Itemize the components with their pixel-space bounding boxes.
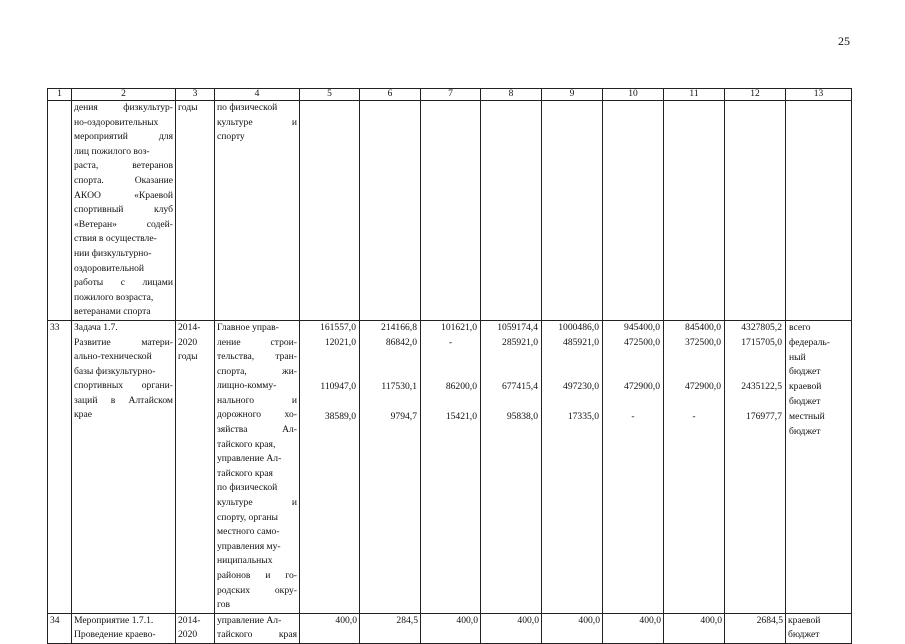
column-header: 6 <box>360 89 421 101</box>
row-number-cell: 34 <box>48 613 72 643</box>
value-cell <box>481 320 542 613</box>
period-cell <box>176 101 215 321</box>
text-line: управления му- <box>217 540 281 552</box>
text-line: управление Ал- <box>217 614 282 626</box>
value-cell <box>664 101 725 321</box>
value-local: 17335,0 <box>567 410 599 422</box>
text-line: спорту, органы <box>217 511 278 523</box>
text-line: тельства, тран- <box>217 351 297 363</box>
text-line: нии физкультурно- <box>74 247 152 259</box>
budget-cell <box>786 101 852 321</box>
text-line: ный <box>789 351 806 363</box>
text-line: культуре и <box>217 116 297 128</box>
value-cell: 400,0 <box>300 613 360 643</box>
text-line: спорта. Оказание <box>74 174 173 186</box>
text-line: но-оздоровительных <box>74 116 159 128</box>
column-header: 9 <box>542 89 603 101</box>
column-header: 4 <box>215 89 300 101</box>
value-total: 1000486,0 <box>558 321 599 333</box>
text-line: заций в Алтайском <box>74 394 173 406</box>
period-cell <box>176 613 215 643</box>
text-line: раста, ветеранов <box>74 160 173 172</box>
text-line: бюджет <box>789 366 821 378</box>
column-header: 7 <box>421 89 481 101</box>
text-line: местный <box>789 410 825 422</box>
text-line: краевой <box>788 614 821 626</box>
text-line: по физической <box>217 102 278 113</box>
value-cell <box>300 320 360 613</box>
text-line: районов и го- <box>217 570 297 581</box>
value-cell: 400,0 <box>542 613 603 643</box>
text-line: Мероприятие 1.7.1. <box>74 614 154 626</box>
text-line: Развитие матери- <box>74 336 173 348</box>
value-cell <box>300 101 360 321</box>
text-line: АКОО «Краевой <box>74 189 173 201</box>
value-federal: 1715705,0 <box>741 336 782 348</box>
value-regional: 2435122,5 <box>741 380 782 392</box>
text-line: работы с лицами <box>74 277 173 289</box>
text-line: оздоровительной <box>74 262 145 274</box>
text-line: тайского края <box>217 629 297 641</box>
value-cell <box>481 101 542 321</box>
text-line: Главное управ- <box>217 321 279 333</box>
executor-cell <box>215 320 300 613</box>
value-regional: 472900,0 <box>685 380 721 392</box>
page-number: 25 <box>838 34 850 48</box>
value-regional: 86200,0 <box>445 380 477 392</box>
value-local: 176977,7 <box>746 410 782 422</box>
text-line: ально-технической <box>74 351 152 363</box>
value-federal: 12021,0 <box>324 336 356 348</box>
executor-cell <box>215 101 300 321</box>
text-line: гов <box>217 599 231 611</box>
text-line: бюджет <box>788 629 820 641</box>
table-row <box>48 613 852 643</box>
text-line: родских окру- <box>217 584 297 596</box>
text-line: ствия в осуществле- <box>74 233 157 245</box>
value-cell <box>664 320 725 613</box>
value-federal: 86842,0 <box>385 336 417 348</box>
column-header: 10 <box>603 89 664 101</box>
text-line: 2014- <box>178 614 201 626</box>
text-line: 2020 <box>178 336 198 348</box>
text-line: пожилого возраста, <box>74 291 154 303</box>
text-line: нального и <box>217 394 297 406</box>
header-row <box>48 89 852 101</box>
value-local: 9794,7 <box>390 410 417 422</box>
text-line: управление Ал- <box>217 453 282 465</box>
value-cell: 400,0 <box>664 613 725 643</box>
value-total: 845400,0 <box>685 321 721 333</box>
value-total: 4327805,2 <box>741 321 782 333</box>
text-line: лиц пожилого воз- <box>74 145 150 157</box>
value-total: 101621,0 <box>441 321 477 333</box>
executor-cell <box>215 613 300 643</box>
text-line: культуре и <box>217 497 297 509</box>
text-line: бюджет <box>789 425 821 437</box>
budget-label <box>786 380 851 410</box>
value-local: 38589,0 <box>324 410 356 422</box>
value-federal: 485921,0 <box>563 336 599 348</box>
text-line: дения физкультур- <box>74 102 173 113</box>
text-line: спорта, жи- <box>217 365 297 377</box>
value-federal: - <box>448 336 453 348</box>
text-line: спорту <box>217 131 245 143</box>
value-cell: 2684,5 <box>725 613 786 643</box>
value-cell <box>542 101 603 321</box>
table-row <box>48 101 852 321</box>
text-line: тайского края, <box>217 438 276 450</box>
text-line: Задача 1.7. <box>74 321 118 333</box>
value-regional: 497230,0 <box>563 380 599 392</box>
text-line: 2020 <box>178 629 198 641</box>
text-line: федераль- <box>789 336 830 348</box>
budget-table <box>47 88 852 644</box>
value-cell <box>725 320 786 613</box>
row-number-cell <box>48 101 72 321</box>
text-line: по физической <box>217 482 278 494</box>
value-federal: 372500,0 <box>685 336 721 348</box>
value-local: 15421,0 <box>445 410 477 422</box>
text-line: бюджет <box>789 395 821 407</box>
text-line: Проведение краево- <box>74 629 156 641</box>
column-header: 1 <box>48 89 72 101</box>
value-local: 95838,0 <box>506 410 538 422</box>
period-text: годы <box>178 102 198 113</box>
name-cell <box>72 320 176 613</box>
value-total: 214166,8 <box>381 321 417 333</box>
text-line: 2014- <box>178 321 201 333</box>
value-cell <box>725 101 786 321</box>
column-header: 13 <box>786 89 852 101</box>
value-cell <box>421 320 481 613</box>
row-number-cell: 33 <box>48 320 72 613</box>
text-line: дорожного хо- <box>217 409 297 421</box>
column-header: 11 <box>664 89 725 101</box>
text-line: местного само- <box>217 526 280 538</box>
budget-label <box>786 336 851 380</box>
value-total: 1059174,4 <box>497 321 538 333</box>
value-cell <box>360 320 421 613</box>
budget-label <box>786 410 851 439</box>
value-regional: 472900,0 <box>624 380 660 392</box>
value-federal: 285921,0 <box>502 336 538 348</box>
budget-cell <box>786 320 852 613</box>
name-cell <box>72 101 176 321</box>
column-header: 5 <box>300 89 360 101</box>
value-cell <box>542 320 603 613</box>
column-header: 12 <box>725 89 786 101</box>
name-cell <box>72 613 176 643</box>
value-regional: 110947,0 <box>320 380 356 392</box>
text-line: зяйства Ал- <box>217 424 297 436</box>
value-cell <box>360 101 421 321</box>
value-cell: 400,0 <box>603 613 664 643</box>
value-cell: 284,5 <box>360 613 421 643</box>
text-line: базы физкультурно- <box>74 365 156 377</box>
text-line: крае <box>74 409 92 421</box>
value-cell: 400,0 <box>481 613 542 643</box>
text-line: тайского края <box>217 467 273 479</box>
value-total: 161557,0 <box>320 321 356 333</box>
value-local: - <box>631 410 635 422</box>
text-line: спортивный клуб <box>74 204 173 216</box>
value-cell <box>603 320 664 613</box>
value-cell <box>603 101 664 321</box>
value-total: 945400,0 <box>624 321 660 333</box>
table-row <box>48 320 852 613</box>
value-cell <box>421 101 481 321</box>
budget-label: всего <box>789 321 811 333</box>
text-line: ление строи- <box>217 336 297 348</box>
text-line: мероприятий для <box>74 131 173 143</box>
value-regional: 117530,1 <box>381 380 417 392</box>
text-line: годы <box>178 351 198 363</box>
value-local: - <box>692 410 696 422</box>
value-federal: 472500,0 <box>624 336 660 348</box>
text-line: ветеранами спорта <box>74 306 151 318</box>
column-header: 8 <box>481 89 542 101</box>
text-line: ниципальных <box>217 555 273 567</box>
budget-cell <box>786 613 852 643</box>
text-line: «Ветеран» содей- <box>74 218 173 230</box>
column-header: 3 <box>176 89 215 101</box>
text-line: краевой <box>789 380 822 392</box>
period-cell <box>176 320 215 613</box>
text-line: спортивных органи- <box>74 380 173 392</box>
value-regional: 677415,4 <box>502 380 538 392</box>
text-line: лищно-комму- <box>217 380 277 392</box>
column-header: 2 <box>72 89 176 101</box>
value-cell: 400,0 <box>421 613 481 643</box>
